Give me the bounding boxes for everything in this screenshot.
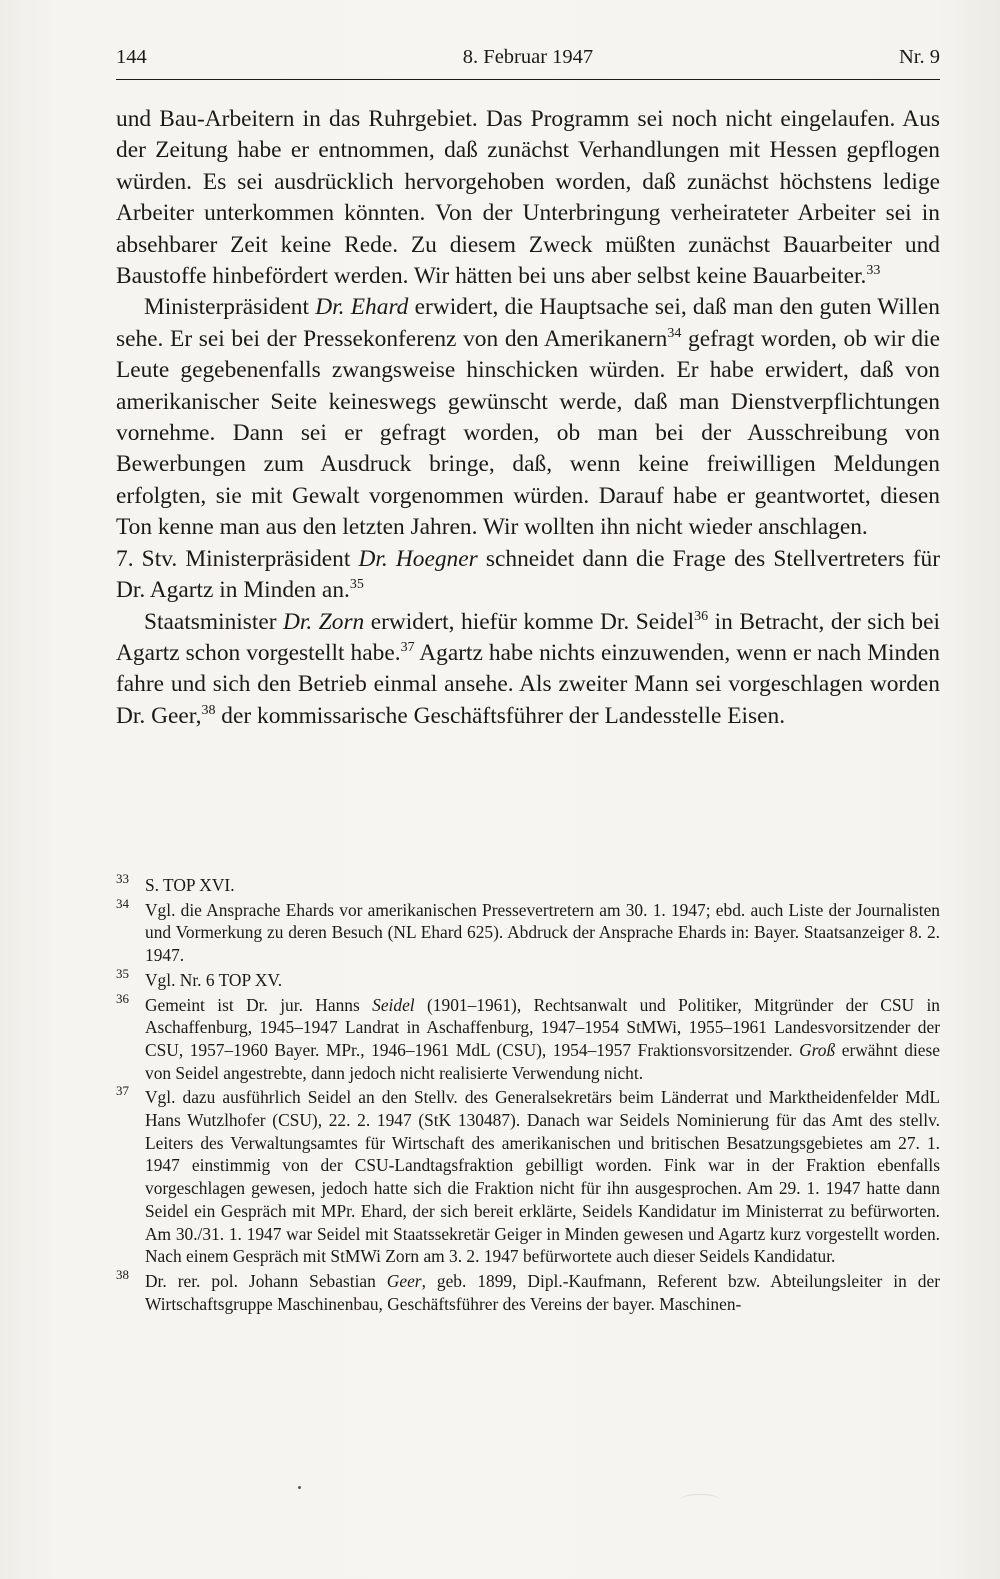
footnote-text: S. TOP XVI. [145,875,235,895]
footnote-number: 34 [116,895,129,911]
paragraph-2-text-b: gefragt worden, ob wir die Leute gegebenenfalls zwangsweise hinschicken würden. Er habe erwidert, daß von amerikanischer Seite keineswegs gewünscht werde, daß man Dienstverpflichtungen vornehme. Dann sei er gefragt worden, ob man bei der Ausschreibung von Bewerbungen zum Ausdruck bringe, daß, wenn keine freiwilligen Meldungen erfolgten, sie mit Gewalt vorgenommen würden. Darauf habe er geantwortet, diesen Ton kenne man aus den letzten Jahren. Wir wollten ihn nicht wieder anschlagen. [116,325,940,541]
paper-speck [298,1486,301,1489]
footnote-text-c: erwähnt diese von Seidel angestrebte, dann jedoch nicht realisierte Verwendung nicht. [145,1039,940,1083]
agenda-item-7-text: schneidet dann die Frage des Stellvertreters für Dr. Agartz in Minden an. [116,545,940,604]
agenda-item-7-lead: 7. Stv. Ministerpräsident [116,545,359,572]
footnote-text: Vgl. Nr. 6 TOP XV. [145,969,283,990]
paragraph-1 [116,104,940,292]
header-date: 8. Februar 1947 [462,46,594,68]
footnote-ref-38[interactable]: 38 [201,702,216,718]
paper-mark [680,1494,720,1505]
footnote-38 [116,1266,940,1315]
footnote-number: 35 [116,965,129,981]
paragraph-4-text-b: in Betracht, der sich bei Agartz schon vorgestellt habe. [116,608,940,666]
footnote-text: Vgl. dazu ausführlich Seidel an den Stellv. des Generalsekretärs beim Länderrat und Marktheidenfelder MdL Hans Wutzlhofer (CSU), 22. 2. 1947 (StK 130487). Danach war Seidels Nominierung für das Amt des stellv. Leiters des Verwaltungsamtes für Wirtschaft des amerikanischen und britischen Besatzungsgebietes am 27. 1. 1947 einstimmig von der CSU-Landtagsfraktion gebilligt worden. Fink war in der Fraktion ebenfalls vorgeschlagen gewesen, jedoch hatte sich die Fraktion nicht für ihn ausgesprochen. Am 29. 1. 1947 hatte dann Seidel ein Gespräch mit MPr. Ehard, der sich bereit erklärte, Seidels Kandidatur im Ministerrat zu befürworten. Am 30./31. 1. 1947 war Seidel mit Staatssekretär Geiger in Minden gewesen und Agartz kurz vorgestellt worden. Nach einem Gespräch mit StMWi Zorn am 3. 2. 1947 befürwortete auch dieser Seidels Kandidatur. [145,1087,940,1267]
footnote-number: 33 [116,871,129,886]
paragraph-2-lead: Ministerpräsident [144,294,316,321]
speaker-title: Dr. [358,545,388,572]
main-text [116,104,940,732]
footnote-number: 38 [116,1266,129,1282]
paragraph-1-text: und Bau-Arbeitern in das Ruhrgebiet. Das Programm sei noch nicht eingelaufen. Aus der Zeitung habe er entnommen, daß zunächst Verhandlungen mit Hessen gepflogen würden. Es sei ausdrücklich hervorgehoben worden, daß zunächst höchstens ledige Arbeiter unterkommen könnten. Von der Unterbringung verheirateter Arbeiter sei in absehbarer Zeit keine Rede. Zu diesem Zweck müßten zunächst Bauarbeiter und Baustoffe hinbefördert werden. Wir hätten bei uns aber selbst keine Bauarbeiter. [116,106,940,290]
paragraph-4-text-d: der kommissarische Geschäftsführer der Landesstelle Eisen. [215,702,786,729]
footnote-ref-35[interactable]: 35 [349,577,364,593]
footnote-number: 37 [116,1083,129,1099]
footnotes [116,871,940,1317]
document-number: Nr. 9 [899,46,940,68]
page-header [116,42,940,78]
footnote-person-name: Geer [386,1270,422,1291]
footnote-ref-37[interactable]: 37 [400,639,415,655]
footnote-ref-34[interactable]: 34 [667,325,682,341]
footnote-text-b: (1901–1961), Rechtsanwalt und Politiker, Mitgründer der CSU in Aschaffenburg, 1945–1947 Landrat in Aschaffenburg, 1947–1954 StMWi, 1955–1961 Landesvorsitzender der CSU, 1957–1960 Bayer. MPr., 1946–1961 MdL (CSU), 1954–1957 Fraktionsvorsitzender. [145,994,940,1060]
footnote-ref-33[interactable]: 33 [866,263,881,279]
footnote-author-name: Groß [799,1039,836,1060]
footnote-36 [116,990,940,1085]
footnote-text-a: Gemeint ist Dr. jur. Hanns [145,994,373,1015]
footnote-person-name: Seidel [372,994,415,1015]
speaker-name: Ehard [350,294,409,321]
agenda-item-7 [116,544,940,607]
speaker-name: Zorn [318,608,365,635]
speaker-name: Hoegner [395,545,478,572]
header-rule [116,79,940,80]
paragraph-2-text-a: erwidert, die Hauptsache sei, daß man den guten Willen sehe. Er sei bei der Pressekonferenz von den Amerikanern [116,294,940,352]
footnote-text-a: Dr. rer. pol. Johann Sebastian [145,1270,387,1291]
footnote-ref-36[interactable]: 36 [694,608,709,624]
paragraph-4-lead: Staatsminister [144,608,284,635]
footnote-text: Vgl. die Ansprache Ehards vor amerikanischen Pressevertretern am 30. 1. 1947; ebd. auch Liste der Journalisten und Vormerkung zu deren Besuch (NL Ehard 625). Abdruck der Ansprache Ehards in: Bayer. Staatsanzeiger 8. 2. 1947. [145,899,940,966]
footnote-35 [116,965,940,992]
footnote-37 [116,1083,940,1268]
footnote-number: 36 [116,990,129,1006]
footnote-34 [116,895,940,967]
paragraph-4-text-a: erwidert, hiefür komme Dr. Seidel [364,608,695,635]
footnote-33 [116,871,940,897]
paragraph-2 [116,292,940,543]
speaker-title: Dr. [315,294,345,321]
paragraph-4 [116,607,940,733]
footnote-text-b: , geb. 1899, Dipl.-Kaufmann, Referent bzw. Abteilungsleiter in der Wirtschaftsgruppe Maschinenbau, Geschäftsführer des Vereins der bayer. Maschinen- [145,1270,940,1314]
speaker-title: Dr. [283,608,313,635]
page-number: 144 [116,46,147,68]
paragraph-4-text-c: Agartz habe nichts einzuwenden, wenn er nach Minden fahre und sich den Betrieb einmal ansehe. Als zweiter Mann sei vorgeschlagen worden Dr. Geer, [116,639,940,729]
